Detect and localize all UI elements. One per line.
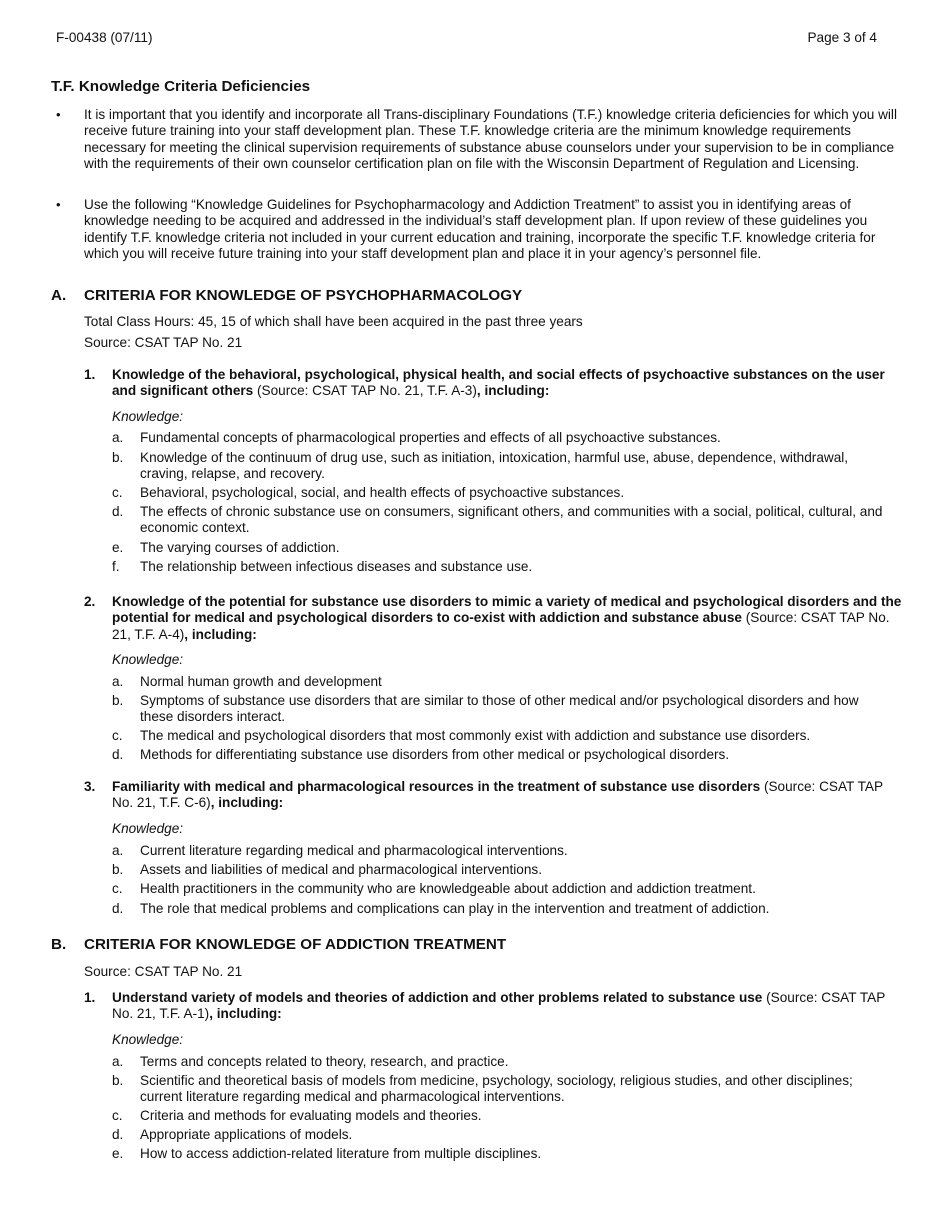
item-tail: , including: xyxy=(210,795,284,811)
criteria-item xyxy=(84,990,902,1023)
list-text: The varying courses of addiction. xyxy=(140,540,340,555)
criteria-item xyxy=(84,367,902,400)
section-title: CRITERIA FOR KNOWLEDGE OF PSYCHOPHARMACOLOGY xyxy=(84,287,523,304)
list-text: Health practitioners in the community who are knowledgeable about addiction and addiction treatment. xyxy=(140,881,756,896)
list-letter: c. xyxy=(112,881,123,896)
item-source: (Source: CSAT TAP No. 21, T.F. C-6) xyxy=(112,779,883,811)
item-number: 2. xyxy=(84,594,96,609)
list-text: The effects of chronic substance use on consumers, significant others, and communities with a social, political, cultural, and economic context. xyxy=(140,504,883,536)
list-letter: e. xyxy=(112,540,124,555)
list-letter: b. xyxy=(112,450,124,465)
section-a-hours: Total Class Hours: 45, 15 of which shall have been acquired in the past three years xyxy=(84,314,583,329)
bullet-icon: • xyxy=(56,107,61,122)
list-text: Current literature regarding medical and pharmacological interventions. xyxy=(140,843,568,858)
item-source: (Source: CSAT TAP No. 21, T.F. A-4) xyxy=(112,610,890,642)
list-text: Assets and liabilities of medical and pharmacological interventions. xyxy=(140,862,542,877)
bullet-icon: • xyxy=(56,197,61,212)
list-item xyxy=(112,430,885,446)
list-letter: d. xyxy=(112,504,124,519)
list-item xyxy=(112,1073,885,1106)
item-title: Familiarity with medical and pharmacological resources in the treatment of substance use disorders xyxy=(112,779,761,794)
bullet-text: Use the following “Knowledge Guidelines for Psychopharmacology and Addiction Treatment” to assist you in identifying areas of knowledge needing to be acquired and addressed in the individual’s staff development plan. If upon review of these guidelines you identify T.F. knowledge criteria not included in your current education and training, incorporate the specific T.F. knowledge criteria for which you will receive future training into your staff development plan and place it in your agency’s personnel file. xyxy=(84,197,876,262)
knowledge-label: Knowledge: xyxy=(112,409,184,424)
list-text: Scientific and theoretical basis of models from medicine, psychology, sociology, religious studies, and other disciplines; current literature regarding medical and pharmacological interventions. xyxy=(140,1073,853,1105)
item-tail: , including: xyxy=(184,626,257,642)
list-letter: d. xyxy=(112,901,124,916)
page-title: T.F. Knowledge Criteria Deficiencies xyxy=(51,78,311,95)
list-text: Methods for differentiating substance use disorders from other medical or psychological disorders. xyxy=(140,747,730,762)
form-id: F-00438 (07/11) xyxy=(56,30,153,45)
list-text: How to access addiction-related literature from multiple disciplines. xyxy=(140,1146,542,1161)
list-text: Criteria and methods for evaluating models and theories. xyxy=(140,1108,482,1123)
section-b-source: Source: CSAT TAP No. 21 xyxy=(84,964,243,979)
list-letter: b. xyxy=(112,1073,124,1088)
list-letter: d. xyxy=(112,747,124,762)
intro-bullet xyxy=(56,197,904,263)
list-item xyxy=(112,1108,885,1124)
list-text: Symptoms of substance use disorders that are similar to those of other medical and/or psychological disorders and how these disorders interact. xyxy=(140,693,859,725)
item-title: Knowledge of the potential for substance use disorders to mimic a variety of medical and psychological disorders and the potential for medical and psychological disorders to co-exist with addiction and substance abuse xyxy=(112,594,902,626)
section-a-source: Source: CSAT TAP No. 21 xyxy=(84,335,243,350)
item-source: (Source: CSAT TAP No. 21, T.F. A-1) xyxy=(112,990,886,1022)
intro-bullet xyxy=(56,107,904,173)
criteria-item xyxy=(84,594,902,643)
item-number: 1. xyxy=(84,367,96,382)
item-tail: , including: xyxy=(209,1006,282,1022)
item-number: 1. xyxy=(84,990,96,1005)
list-item xyxy=(112,485,885,501)
section-title: CRITERIA FOR KNOWLEDGE OF ADDICTION TREATMENT xyxy=(84,936,507,953)
list-item xyxy=(112,881,885,897)
list-text: Behavioral, psychological, social, and health effects of psychoactive substances. xyxy=(140,485,625,500)
section-a-heading xyxy=(51,288,522,304)
list-item xyxy=(112,1146,885,1162)
list-letter: b. xyxy=(112,862,124,877)
list-text: Appropriate applications of models. xyxy=(140,1127,353,1142)
item-title: Understand variety of models and theories of addiction and other problems related to substance use xyxy=(112,990,763,1005)
list-letter: f. xyxy=(112,559,120,574)
bullet-text: It is important that you identify and incorporate all Trans-disciplinary Foundations (T.F.) knowledge criteria deficiencies for which you will receive future training into your staff development plan. These T.F. knowledge criteria are the minimum knowledge requirements necessary for meeting the clinical supervision requirements of substance abuse counselors under your supervision to be in compliance with the requirements of their own counselor certification plan on file with the Wisconsin Department of Regulation and Licensing. xyxy=(84,107,897,172)
section-letter: A. xyxy=(51,287,67,304)
list-letter: b. xyxy=(112,693,124,708)
list-letter: c. xyxy=(112,728,123,743)
item-tail: , including: xyxy=(476,383,550,399)
list-item xyxy=(112,728,885,744)
section-letter: B. xyxy=(51,936,67,953)
list-letter: d. xyxy=(112,1127,124,1142)
criteria-item xyxy=(84,779,902,812)
list-item xyxy=(112,1054,885,1070)
list-item xyxy=(112,747,885,763)
list-letter: a. xyxy=(112,430,124,445)
item-title: Knowledge of the behavioral, psychological, physical health, and social effects of psychoactive substances on the user and significant others xyxy=(112,367,885,399)
list-text: The medical and psychological disorders that most commonly exist with addiction and substance use disorders. xyxy=(140,728,811,743)
list-letter: a. xyxy=(112,674,124,689)
list-item xyxy=(112,450,885,483)
list-item xyxy=(112,1127,885,1143)
item-number: 3. xyxy=(84,779,96,794)
page-number: Page 3 of 4 xyxy=(807,30,877,45)
list-text: The relationship between infectious diseases and substance use. xyxy=(140,559,533,574)
list-item xyxy=(112,862,885,878)
list-item xyxy=(112,901,885,917)
list-item xyxy=(112,693,885,726)
list-item xyxy=(112,843,885,859)
list-item xyxy=(112,540,885,556)
knowledge-label: Knowledge: xyxy=(112,821,184,836)
list-text: Knowledge of the continuum of drug use, such as initiation, intoxication, harmful use, abuse, dependence, withdrawal, craving, relapse, and recovery. xyxy=(140,450,849,482)
knowledge-label: Knowledge: xyxy=(112,652,184,667)
list-letter: a. xyxy=(112,1054,124,1069)
item-source: (Source: CSAT TAP No. 21, T.F. A-3) xyxy=(253,383,477,399)
list-text: Terms and concepts related to theory, research, and practice. xyxy=(140,1054,509,1069)
list-letter: e. xyxy=(112,1146,124,1161)
list-text: Normal human growth and development xyxy=(140,674,382,689)
list-text: The role that medical problems and complications can play in the intervention and treatment of addiction. xyxy=(140,901,770,916)
list-item xyxy=(112,504,885,537)
list-letter: c. xyxy=(112,1108,123,1123)
list-item xyxy=(112,559,885,575)
section-b-heading xyxy=(51,937,506,953)
knowledge-label: Knowledge: xyxy=(112,1032,184,1047)
list-letter: a. xyxy=(112,843,124,858)
list-item xyxy=(112,674,885,690)
list-letter: c. xyxy=(112,485,123,500)
list-text: Fundamental concepts of pharmacological properties and effects of all psychoactive substances. xyxy=(140,430,721,445)
